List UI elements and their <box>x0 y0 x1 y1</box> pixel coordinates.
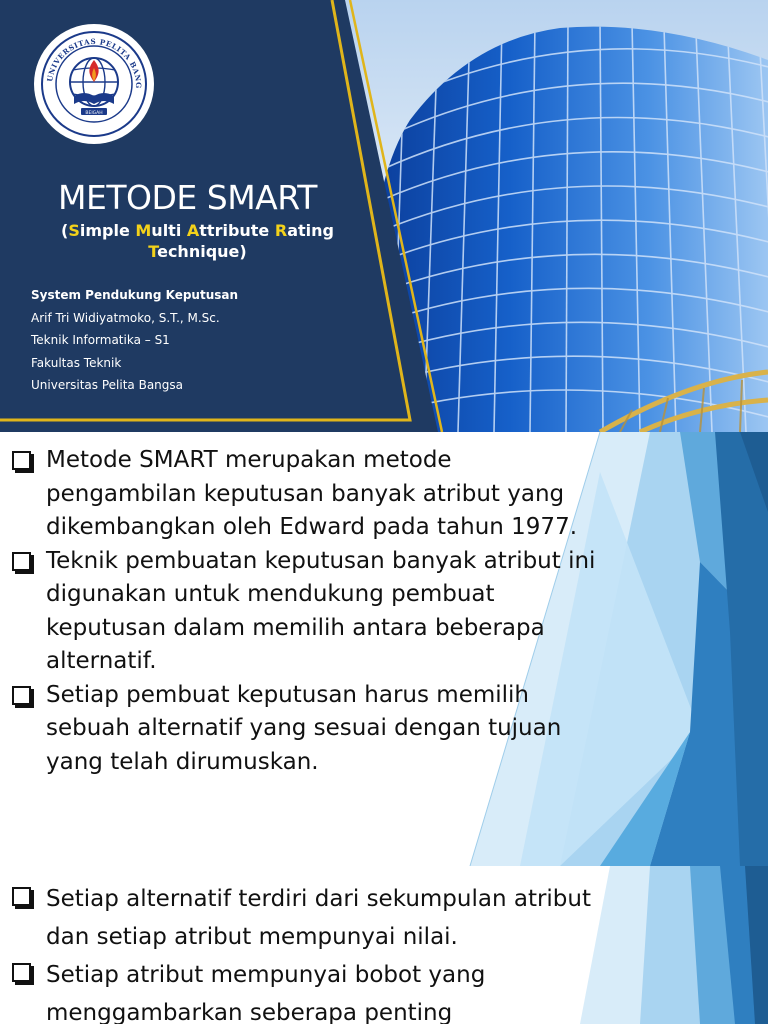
subtitle-word-multi: ulti <box>151 221 187 240</box>
university-logo <box>34 24 154 144</box>
list-item <box>10 444 600 545</box>
logo-ring-text: UNIVERSITAS PELITA BANG <box>45 36 144 89</box>
checkbox-bullet-icon <box>12 887 31 906</box>
content-slide-1 <box>0 432 768 866</box>
subtitle-open-paren: ( <box>61 221 69 240</box>
list-item <box>10 545 600 679</box>
lecturer-name: Arif Tri Widiyatmoko, S.T., M.Sc. <box>31 310 220 325</box>
subtitle-initial-s: S <box>68 221 80 240</box>
subtitle-word-attribute: ttribute <box>199 221 275 240</box>
checkbox-bullet-icon <box>12 451 31 470</box>
slide-title: METODE SMART <box>58 178 317 217</box>
subtitle-initial-a: A <box>186 221 200 240</box>
content-slide-2 <box>0 866 768 1024</box>
subtitle-word-rating: ating <box>287 221 334 240</box>
bullet-list <box>10 444 600 779</box>
bullet-text: Setiap alternatif terdiri dari sekumpulan atribut dan setiap atribut mempunyai nilai. <box>46 886 592 950</box>
list-item <box>10 880 600 956</box>
bullet-text: Setiap pembuat keputusan harus memilih sebuah alternatif yang sesuai dengan tujuan yang telah dirumuskan. <box>46 681 562 775</box>
subtitle-initial-t: T <box>148 242 158 261</box>
checkbox-bullet-icon <box>12 963 31 982</box>
university-name: Universitas Pelita Bangsa <box>31 378 183 392</box>
checkbox-bullet-icon <box>12 686 31 705</box>
list-item <box>10 956 600 1024</box>
university-seal-icon <box>34 24 154 144</box>
logo-motto: BEIGAH <box>85 111 103 116</box>
slide-subtitle <box>40 220 355 262</box>
title-slide <box>0 0 768 432</box>
bullet-text: Teknik pembuatan keputusan banyak atribut ini digunakan untuk mendukung pembuat keputusan dalam memilih antara beberapa alternatif. <box>46 547 596 674</box>
study-program: Teknik Informatika – S1 <box>31 333 170 347</box>
presenter-info <box>31 284 238 397</box>
subtitle-word-technique: echnique <box>157 242 240 261</box>
course-name: System Pendukung Keputusan <box>31 288 239 302</box>
subtitle-word-simple: imple <box>79 221 136 240</box>
bullet-text: Metode SMART merupakan metode pengambilan keputusan banyak atribut yang dikembangkan oleh Edward pada tahun 1977. <box>46 447 578 540</box>
subtitle-close-paren: ) <box>239 242 247 261</box>
faculty-name: Fakultas Teknik <box>31 355 122 370</box>
bullet-list <box>10 880 600 1024</box>
bullet-text: Setiap atribut mempunyai bobot yang menggambarkan seberapa penting <box>46 962 486 1024</box>
checkbox-bullet-icon <box>12 552 31 571</box>
subtitle-initial-m: M <box>135 221 152 240</box>
list-item <box>10 679 600 780</box>
subtitle-initial-r: R <box>274 221 288 240</box>
